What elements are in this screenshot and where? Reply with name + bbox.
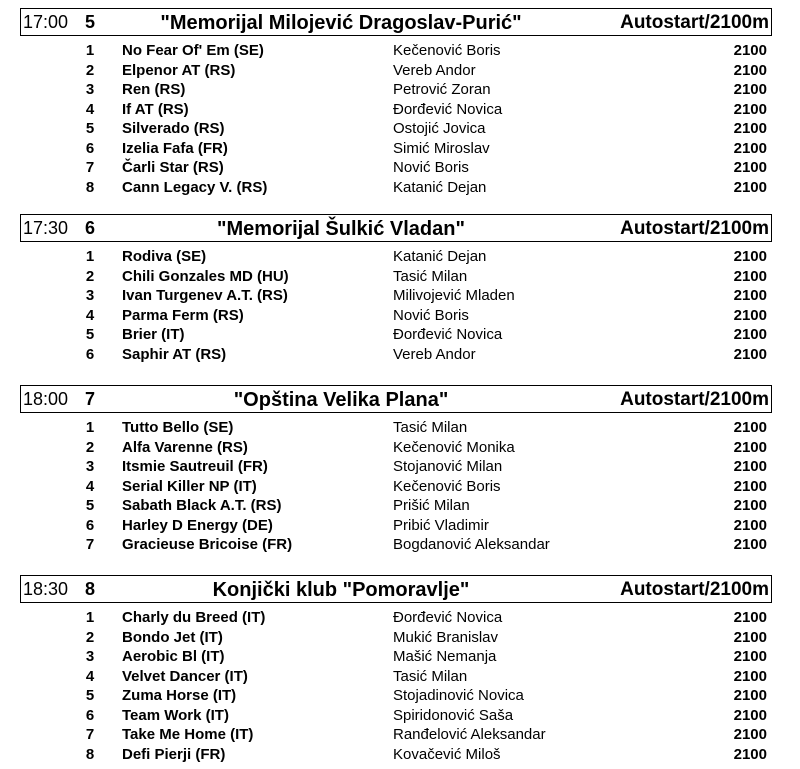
entry-distance: 2100 — [733, 628, 767, 646]
entry-row — [20, 325, 772, 345]
entry-driver: Ranđelović Aleksandar — [393, 726, 546, 743]
entry-row — [20, 706, 772, 726]
entry-driver: Simić Miroslav — [393, 139, 490, 157]
entry-row — [20, 80, 772, 100]
entry-distance: 2100 — [733, 326, 767, 343]
entry-number: 4 — [85, 100, 95, 118]
entry-driver: Đorđević Novica — [393, 609, 503, 626]
race-block — [20, 214, 772, 364]
entry-distance: 2100 — [733, 706, 767, 724]
entry-row — [20, 647, 772, 667]
entry-distance: 2100 — [733, 609, 767, 626]
entry-number: 7 — [85, 726, 95, 743]
entry-number: 6 — [85, 345, 95, 363]
entry-row — [20, 267, 772, 287]
entry-number: 3 — [85, 648, 95, 665]
race-header — [20, 214, 772, 242]
entry-horse: Brier (IT) — [122, 326, 185, 343]
entry-number: 5 — [85, 120, 95, 137]
race-block — [20, 575, 772, 764]
entry-row — [20, 438, 772, 458]
entry-row — [20, 477, 772, 497]
entry-horse: If AT (RS) — [122, 100, 189, 118]
race-number: 8 — [85, 579, 96, 599]
entry-distance: 2100 — [733, 536, 767, 553]
race-block — [20, 385, 772, 555]
entry-distance: 2100 — [733, 687, 767, 704]
entry-distance: 2100 — [733, 497, 767, 514]
entry-number: 4 — [85, 306, 95, 324]
entry-row — [20, 745, 772, 765]
entry-number: 3 — [85, 458, 95, 475]
entry-row — [20, 418, 772, 438]
entry-row — [20, 345, 772, 365]
entry-driver: Katanić Dejan — [393, 248, 487, 265]
entry-horse: Saphir AT (RS) — [122, 345, 227, 363]
entry-number: 2 — [85, 61, 95, 79]
entry-horse: Take Me Home (IT) — [122, 726, 254, 743]
race-title: "Memorijal Šulkić Vladan" — [217, 218, 465, 240]
race-number: 7 — [85, 389, 96, 409]
entry-number: 5 — [85, 326, 95, 343]
entry-horse: Tutto Bello (SE) — [122, 419, 234, 436]
entry-distance: 2100 — [733, 458, 767, 475]
entry-list — [20, 608, 772, 764]
entry-row — [20, 608, 772, 628]
entry-horse: Silverado (RS) — [122, 120, 225, 137]
entry-list — [20, 41, 772, 197]
entry-row — [20, 158, 772, 178]
race-time: 18:00 — [23, 389, 69, 409]
entry-horse: Zuma Horse (IT) — [122, 687, 237, 704]
entry-number: 6 — [85, 516, 95, 534]
entry-horse: Ivan Turgenev A.T. (RS) — [122, 287, 288, 304]
entry-number: 1 — [85, 42, 95, 59]
entry-number: 7 — [85, 159, 95, 176]
entry-driver: Kečenović Monika — [393, 438, 515, 456]
race-number: 6 — [85, 218, 96, 238]
race-start-type: Autostart/2100m — [620, 579, 769, 600]
entry-row — [20, 247, 772, 267]
entry-driver: Milivojević Mladen — [393, 287, 515, 304]
race-start-type: Autostart/2100m — [620, 12, 769, 33]
race-header — [20, 385, 772, 413]
race-time: 17:30 — [23, 218, 69, 238]
entry-number: 2 — [85, 267, 95, 285]
entry-number: 2 — [85, 628, 95, 646]
entry-distance: 2100 — [733, 159, 767, 176]
entry-horse: Gracieuse Bricoise (FR) — [122, 536, 293, 553]
entry-row — [20, 100, 772, 120]
entry-driver: Tasić Milan — [393, 667, 468, 685]
entry-distance: 2100 — [733, 745, 767, 763]
entry-horse: No Fear Of' Em (SE) — [122, 42, 264, 59]
entry-driver: Ostojić Jovica — [393, 120, 486, 137]
entry-row — [20, 516, 772, 536]
entry-number: 8 — [85, 745, 95, 763]
entry-driver: Katanić Dejan — [393, 178, 487, 196]
entry-distance: 2100 — [733, 42, 767, 59]
entry-horse: Itsmie Sautreuil (FR) — [122, 458, 268, 475]
entry-horse: Defi Pierji (FR) — [122, 745, 226, 763]
entry-horse: Charly du Breed (IT) — [122, 609, 266, 626]
entry-horse: Alfa Varenne (RS) — [122, 438, 248, 456]
entry-horse: Chili Gonzales MD (HU) — [122, 267, 289, 285]
entry-driver: Mukić Branislav — [393, 628, 499, 646]
race-block — [20, 8, 772, 197]
race-header — [20, 575, 772, 603]
entry-row — [20, 119, 772, 139]
entry-row — [20, 686, 772, 706]
entry-number: 6 — [85, 706, 95, 724]
entry-horse: Harley D Energy (DE) — [122, 516, 273, 534]
entry-horse: Aerobic Bl (IT) — [122, 648, 225, 665]
entry-distance: 2100 — [733, 178, 767, 196]
entry-horse: Čarli Star (RS) — [122, 159, 224, 176]
entry-driver: Stojanović Milan — [393, 458, 503, 475]
entry-distance: 2100 — [733, 477, 767, 495]
entry-distance: 2100 — [733, 120, 767, 137]
entry-number: 7 — [85, 536, 95, 553]
race-time: 18:30 — [23, 579, 69, 599]
entry-number: 2 — [85, 438, 95, 456]
entry-number: 6 — [85, 139, 95, 157]
entry-driver: Tasić Milan — [393, 419, 468, 436]
entry-number: 4 — [85, 477, 95, 495]
entry-horse: Serial Killer NP (IT) — [122, 477, 257, 495]
entry-distance: 2100 — [733, 139, 767, 157]
race-start-type: Autostart/2100m — [620, 218, 769, 239]
entry-driver: Nović Boris — [393, 306, 469, 324]
entry-driver: Đorđević Novica — [393, 100, 503, 118]
entry-driver: Nović Boris — [393, 159, 469, 176]
entry-driver: Spiridonović Saša — [393, 706, 514, 724]
race-title: "Opština Velika Plana" — [233, 389, 449, 411]
entry-horse: Sabath Black A.T. (RS) — [122, 497, 282, 514]
entry-horse: Team Work (IT) — [122, 706, 229, 724]
entry-driver: Mašić Nemanja — [393, 648, 497, 665]
entry-number: 4 — [85, 667, 95, 685]
race-start-type: Autostart/2100m — [620, 389, 769, 410]
entry-number: 5 — [85, 687, 95, 704]
entry-distance: 2100 — [733, 516, 767, 534]
entry-number: 1 — [85, 609, 95, 626]
entry-distance: 2100 — [733, 248, 767, 265]
entry-row — [20, 41, 772, 61]
entry-row — [20, 306, 772, 326]
entry-driver: Vereb Andor — [393, 61, 476, 79]
entry-row — [20, 457, 772, 477]
entry-distance: 2100 — [733, 306, 767, 324]
entry-distance: 2100 — [733, 100, 767, 118]
entry-horse: Parma Ferm (RS) — [122, 306, 244, 324]
entry-list — [20, 418, 772, 555]
entry-number: 1 — [85, 248, 95, 265]
entry-row — [20, 61, 772, 81]
entry-driver: Stojadinović Novica — [393, 687, 524, 704]
entry-driver: Kovačević Miloš — [393, 745, 501, 763]
entry-row — [20, 139, 772, 159]
entry-driver: Đorđević Novica — [393, 326, 503, 343]
entry-number: 3 — [85, 287, 95, 304]
entry-distance: 2100 — [733, 667, 767, 685]
entry-distance: 2100 — [733, 648, 767, 665]
entry-number: 1 — [85, 419, 95, 436]
entry-distance: 2100 — [733, 438, 767, 456]
entry-horse: Velvet Dancer (IT) — [122, 667, 248, 685]
entry-horse: Cann Legacy V. (RS) — [122, 178, 268, 196]
entry-driver: Pribić Vladimir — [393, 516, 489, 534]
entry-row — [20, 496, 772, 516]
entry-list — [20, 247, 772, 364]
race-header — [20, 8, 772, 36]
entry-driver: Bogdanović Aleksandar — [393, 536, 550, 553]
race-number: 5 — [85, 12, 96, 32]
entry-distance: 2100 — [733, 726, 767, 743]
entry-number: 3 — [85, 81, 95, 98]
entry-distance: 2100 — [733, 267, 767, 285]
entry-horse: Izelia Fafa (FR) — [122, 139, 228, 157]
entry-horse: Ren (RS) — [122, 81, 186, 98]
race-time: 17:00 — [23, 12, 69, 32]
entry-row — [20, 535, 772, 555]
entry-distance: 2100 — [733, 345, 767, 363]
entry-driver: Kečenović Boris — [393, 42, 501, 59]
entry-horse: Rodiva (SE) — [122, 248, 207, 265]
entry-driver: Vereb Andor — [393, 345, 476, 363]
entry-row — [20, 628, 772, 648]
entry-horse: Elpenor AT (RS) — [122, 61, 236, 79]
entry-number: 5 — [85, 497, 95, 514]
entry-row — [20, 286, 772, 306]
entry-driver: Kečenović Boris — [393, 477, 501, 495]
race-title: Konjički klub "Pomoravlje" — [212, 579, 470, 601]
entry-distance: 2100 — [733, 287, 767, 304]
race-title: "Memorijal Milojević Dragoslav-Purić" — [160, 12, 522, 34]
entry-horse: Bondo Jet (IT) — [122, 628, 223, 646]
entry-driver: Petrović Zoran — [393, 81, 491, 98]
entry-driver: Prišić Milan — [393, 497, 470, 514]
entry-row — [20, 667, 772, 687]
entry-driver: Tasić Milan — [393, 267, 468, 285]
entry-number: 8 — [85, 178, 95, 196]
entry-distance: 2100 — [733, 61, 767, 79]
entry-row — [20, 178, 772, 198]
entry-distance: 2100 — [733, 419, 767, 436]
entry-distance: 2100 — [733, 81, 767, 98]
entry-row — [20, 725, 772, 745]
